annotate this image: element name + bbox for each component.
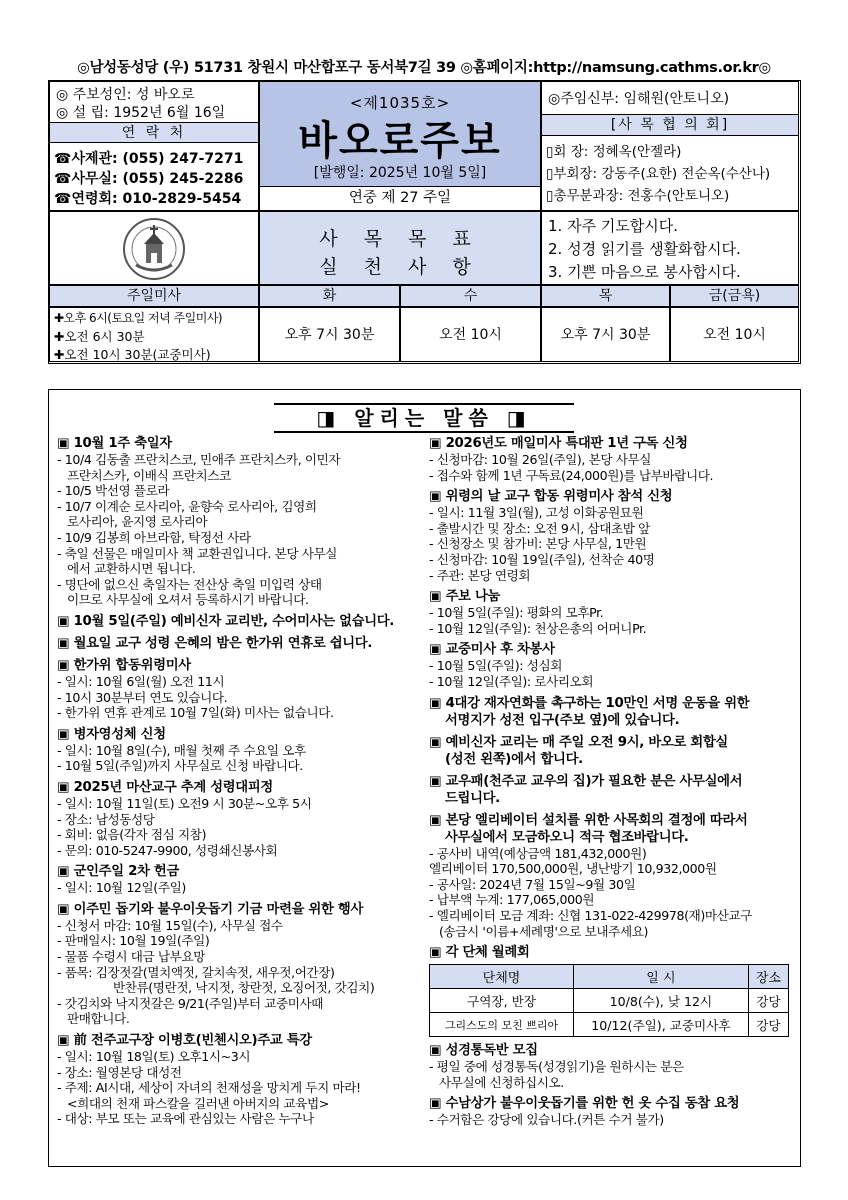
announcement-heading: ▣ 교중미사 후 차봉사	[429, 642, 555, 658]
announcement-heading: ▣ 한가위 합동위령미사	[57, 657, 191, 673]
council-box	[541, 81, 799, 211]
council-vice-president: ▯부회장: 강동주(요한) 전순옥(수산나)	[546, 166, 771, 182]
announcement-item	[429, 695, 797, 729]
announcement-item	[429, 1095, 797, 1128]
announcement-heading: ▣ 4대강 재자연화를 촉구하는 10만인 서명 운동을 위한	[429, 695, 750, 711]
announcement-item	[57, 435, 422, 608]
announcement-item	[57, 901, 422, 1027]
announcement-line: - 평일 중에 성경통독(성경읽기)을 원하시는 분은	[429, 1059, 684, 1075]
table-cell: 강당	[748, 989, 788, 1013]
sunday-mass-times	[49, 307, 259, 362]
announcement-item	[429, 641, 797, 689]
parish-seal-icon	[122, 217, 186, 281]
announcement-line: - 수거함은 강당에 있습니다.(커튼 수거 불가)	[429, 1112, 664, 1128]
goal-item: 1. 자주 기도합시다.	[548, 217, 679, 235]
schedule-header-tue: 화	[259, 285, 400, 307]
announcement-line: - 품목: 김장젓갈(멸치액젓, 갈치속젓, 새우젓,어간장)	[57, 964, 335, 980]
announcement-line: - 신청장소 및 참가비: 본당 사무실, 1만원	[429, 536, 647, 552]
table-header: 장소	[748, 965, 788, 989]
announcement-line: - 10시 30분부터 연도 있습니다.	[57, 689, 228, 705]
pastoral-goals-list	[541, 211, 799, 285]
announcement-line: - 일시: 10월 6일(월) 오전 11시	[57, 673, 225, 689]
announcements-title: ◨ 알리는 말씀 ◨	[274, 403, 574, 433]
patron-saint: ◎ 주보성인: 성 바오로	[56, 87, 195, 103]
announcement-item	[57, 1032, 422, 1127]
announcement-item	[57, 779, 422, 858]
announcement-line: - 물품 수령시 대금 납부요망	[57, 949, 205, 965]
announcement-line: - 문의: 010-5247-9900, 성령쇄신봉사회	[57, 842, 278, 858]
announcement-line: - 신청마감: 10월 26일(주일), 본당 사무실	[429, 452, 652, 467]
bulletin-header	[48, 80, 801, 364]
announcement-heading-cont: (성전 왼쪽)에서 합니다.	[445, 751, 583, 767]
announcement-line: 엘리베이터 170,500,000원, 냉난방기 10,932,000원	[429, 861, 717, 877]
schedule-header-thu: 목	[541, 285, 670, 307]
monthly-meetings-table	[429, 964, 789, 1037]
announcements-left-column	[57, 430, 422, 1127]
wed-mass-time: 오전 10시	[400, 307, 541, 362]
announcement-item	[429, 588, 797, 636]
schedule-header-fri: 금(금욕)	[670, 285, 799, 307]
logo-cell	[49, 211, 259, 285]
announcement-item	[429, 488, 797, 583]
pastoral-title-goal: 사 목 목 표	[319, 228, 481, 250]
publish-date: [발행일: 2025년 10월 5일]	[313, 165, 487, 181]
announcement-line: - 대상: 부모 또는 교육에 관심있는 사람은 누구나	[57, 1111, 314, 1127]
announcement-item	[57, 726, 422, 774]
announcement-line: - 일시: 10월 11일(토) 오전9 시 30분~오후 5시	[57, 795, 312, 811]
announcement-line: - 신청마감: 10월 19일(주일), 선착순 40명	[429, 551, 655, 567]
announcement-line: - 10월 5일(주일)까지 사무실로 신청 바랍니다.	[57, 758, 303, 774]
announcement-line: - 일시: 11월 3일(월), 고성 이화공원묘원	[429, 505, 644, 521]
table-row	[430, 989, 789, 1013]
goal-item: 2. 성경 읽기를 생활화합시다.	[548, 240, 741, 258]
announcement-line: 프란치스카, 이배식 프란치스코	[67, 467, 231, 483]
announcement-heading: ▣ 병자영성체 신청	[57, 726, 166, 742]
pastoral-goal-title	[259, 211, 541, 285]
announcement-heading: ▣ 수남상가 불우이웃돕기를 위한 헌 옷 수집 동참 요청	[429, 1096, 740, 1112]
tue-mass-time: 오후 7시 30분	[259, 307, 400, 362]
announcement-line: 에서 교환하시면 됩니다.	[67, 561, 196, 577]
thu-mass-time: 오후 7시 30분	[541, 307, 670, 362]
schedule-header-wed: 수	[400, 285, 541, 307]
council-secretary: ▯총무분과장: 전홍수(안토니오)	[546, 188, 730, 204]
phone-funeral: ☎연령회: 010-2829-5454	[54, 191, 242, 207]
table-header: 단체명	[430, 965, 574, 989]
announcement-heading: ▣ 위령의 날 교구 합동 위령미사 참석 신청	[429, 489, 673, 505]
announcement-heading: ▣ 월요일 교구 성령 은혜의 밤은 한가위 연휴로 쉽니다.	[57, 635, 373, 651]
announcement-line: - 공사일: 2024년 7월 15일~9월 30일	[429, 876, 636, 892]
announcement-item	[429, 1042, 797, 1090]
sunday-mass-item: ✚오전 10시 30분(교중미사)	[54, 347, 211, 362]
announcement-heading: ▣ 주보 나눔	[429, 589, 501, 605]
table-cell: 10/12(주일), 교중미사후	[574, 1013, 749, 1037]
announcement-heading: ▣ 前 전주교구장 이병호(빈첸시오)주교 특강	[57, 1033, 312, 1049]
announcement-heading: ▣ 군인주일 2차 헌금	[57, 864, 180, 880]
announcement-heading-cont: 드립니다.	[445, 790, 500, 806]
announcement-heading: ▣ 본당 엘리베이터 설치를 위한 사목회의 결정에 따라서	[429, 812, 748, 828]
table-cell: 10/8(수), 낮 12시	[574, 989, 749, 1013]
announcement-line: - 한가위 연휴 관계로 10월 7일(화) 미사는 없습니다.	[57, 705, 334, 721]
table-cell: 강당	[748, 1013, 788, 1037]
announcement-line: - 납부액 누계: 177,065,000원	[429, 892, 595, 908]
sunday-mass-item: ✚오후 6시(토요일 저녁 주일미사)	[54, 311, 223, 325]
table-cell: 구역장, 반장	[430, 989, 574, 1013]
announcement-line: - 주제: AI시대, 세상이 자녀의 천재성을 망치게 두지 마라!	[57, 1080, 361, 1096]
announcement-line: - 장소: 남성동성당	[57, 811, 155, 827]
announcement-heading: ▣ 2026년도 매일미사 특대판 1년 구독 신청	[429, 436, 688, 451]
announcement-line: - 10/4 김동출 프란치스코, 민애주 프란치스카, 이민자	[57, 452, 341, 467]
announcement-line: 판매합니다.	[67, 1011, 130, 1027]
issue-number: <제1035호>	[349, 94, 451, 112]
announcement-heading: ▣ 예비신자 교리는 매 주일 오전 9시, 바오로 회합실	[429, 734, 728, 750]
announcement-item	[57, 613, 422, 630]
announcement-line: - 10월 12일(주일): 천상은총의 어머니Pr.	[429, 620, 647, 636]
announcement-item	[57, 635, 422, 652]
announcement-item	[57, 863, 422, 896]
announcement-heading: ▣ 10월 1주 축일자	[57, 436, 172, 451]
announcement-line: - 주관: 본당 연령회	[429, 567, 531, 583]
announcement-line: - 접수와 함께 1년 구독료(24,000원)를 납부바랍니다.	[429, 467, 714, 483]
announcement-heading-cont: 사무실에서 모금하오니 적극 협조바랍니다.	[445, 829, 689, 845]
announcement-line: 로사리아, 윤지영 로사리아	[67, 514, 208, 530]
announcement-line: (송금시 '이름+세례명'으로 보내주세요)	[439, 923, 648, 939]
announcement-line: - 10월 12일(주일): 로사리오회	[429, 673, 594, 689]
pastor-name: ◎주임신부: 임해원(안토니오)	[548, 91, 730, 107]
announcement-line: - 일시: 10월 18일(토) 오후1시~3시	[57, 1049, 251, 1065]
announcement-heading: ▣ 성경통독반 모집	[429, 1043, 538, 1059]
announcement-line: <희대의 천재 파스칼을 길러낸 아버지의 교육법>	[67, 1095, 329, 1111]
title-banner	[260, 82, 540, 186]
announcement-line: - 회비: 없음(각자 점심 지참)	[57, 827, 207, 843]
founded-date: ◎ 설 립: 1952년 6월 16일	[56, 105, 226, 121]
announcement-heading: ▣ 각 단체 월례회	[429, 945, 530, 961]
liturgical-week: 연중 제 27 주일	[260, 186, 540, 210]
sunday-mass-item: ✚오전 6시 30분	[54, 329, 145, 344]
announcement-line: - 판매일시: 10월 19일(주일)	[57, 933, 210, 949]
announcement-line: - 일시: 10월 12일(주일)	[57, 880, 186, 896]
schedule-header-sunday: 주일미사	[49, 285, 259, 307]
announcement-heading: ▣ 10월 5일(주일) 예비신자 교리반, 수어미사는 없습니다.	[57, 613, 395, 629]
contact-title: 연 락 처	[50, 122, 258, 143]
announcement-line: - 엘리베이터 모금 계좌: 신협 131-022-429978(재)마산교구	[429, 907, 752, 923]
announcement-line: - 명단에 없으신 축일자는 전산상 축일 미입력 상태	[57, 576, 322, 592]
announcement-line: 반찬류(명란젓, 낙지젓, 창란젓, 오징어젓, 갓김치)	[113, 980, 375, 996]
table-row	[430, 1013, 789, 1037]
announcement-line: - 일시: 10월 8일(수), 매월 첫째 주 수요일 오후	[57, 742, 306, 758]
table-cell: 그리스도의 모친 쁘리아	[430, 1013, 574, 1037]
phone-office: ☎사무실: (055) 245-2286	[54, 171, 244, 187]
announcement-line: - 10/7 이계순 로사리아, 윤향숙 로사리아, 김영희	[57, 498, 317, 514]
contact-box	[49, 81, 259, 211]
announcement-line: - 갓김치와 낙지젓갈은 9/21(주일)부터 교중미사때	[57, 995, 324, 1011]
announcements-section	[48, 389, 801, 1167]
title-box	[259, 81, 541, 211]
announcement-heading: ▣ 교우패(천주교 교우의 집)가 필요한 분은 사무실에서	[429, 773, 743, 789]
pastoral-title-practice: 실 천 사 항	[319, 256, 481, 278]
announcement-item	[429, 773, 797, 807]
announcement-line: - 10월 5일(주일): 성심회	[429, 658, 563, 674]
table-header: 일 시	[574, 965, 749, 989]
parish-address-line: ◎남성동성당 (우) 51731 창원시 마산합포구 동서북7길 39 ◎홈페이지:http://namsung.cathms.or.kr◎	[77, 60, 771, 76]
announcement-line: - 10/5 박선영 플로라	[57, 483, 170, 499]
announcement-line: 사무실에 신청하십시오.	[439, 1074, 564, 1090]
announcement-item	[57, 657, 422, 721]
council-president: ▯회 장: 정혜옥(안젤라)	[546, 144, 682, 160]
monthly-meetings	[429, 944, 797, 1037]
announcement-line: - 공사비 내역(예상금액 181,432,000원)	[429, 845, 647, 861]
council-title: [사 목 협 의 회]	[542, 114, 798, 136]
announcement-line: - 장소: 월영본당 대성전	[57, 1064, 182, 1080]
announcement-item	[429, 812, 797, 940]
announcements-right-column	[429, 430, 797, 1128]
announcement-line: - 10/9 김봉희 아브라함, 탁정선 사라	[57, 529, 251, 545]
announcement-line: - 신청서 마감: 10월 15일(수), 사무실 접수	[57, 917, 283, 933]
announcement-item	[429, 734, 797, 768]
announcement-line: - 출발시간 및 장소: 오전 9시, 삼대초밥 앞	[429, 520, 650, 536]
announcement-item	[429, 435, 797, 483]
phone-rectory: ☎사제관: (055) 247-7271	[54, 151, 244, 167]
announcement-line: 이므로 사무실에 오셔서 등록하시기 바랍니다.	[67, 592, 309, 608]
bulletin-title: 바오로주보	[298, 118, 502, 164]
announcement-heading-cont: 서명지가 성전 입구(주보 옆)에 있습니다.	[445, 712, 680, 728]
announcement-heading: ▣ 2025년 마산교구 추계 성령대피정	[57, 779, 273, 795]
fri-mass-time: 오전 10시	[670, 307, 799, 362]
announcement-line: - 축일 선물은 매일미사 책 교환권입니다. 본당 사무실	[57, 545, 338, 561]
announcement-line: - 10월 5일(주일): 평화의 모후Pr.	[429, 605, 604, 621]
announcement-heading: ▣ 이주민 돕기와 불우이웃돕기 기금 마련을 위한 행사	[57, 901, 364, 917]
goal-item: 3. 기쁜 마음으로 봉사합시다.	[548, 263, 741, 281]
